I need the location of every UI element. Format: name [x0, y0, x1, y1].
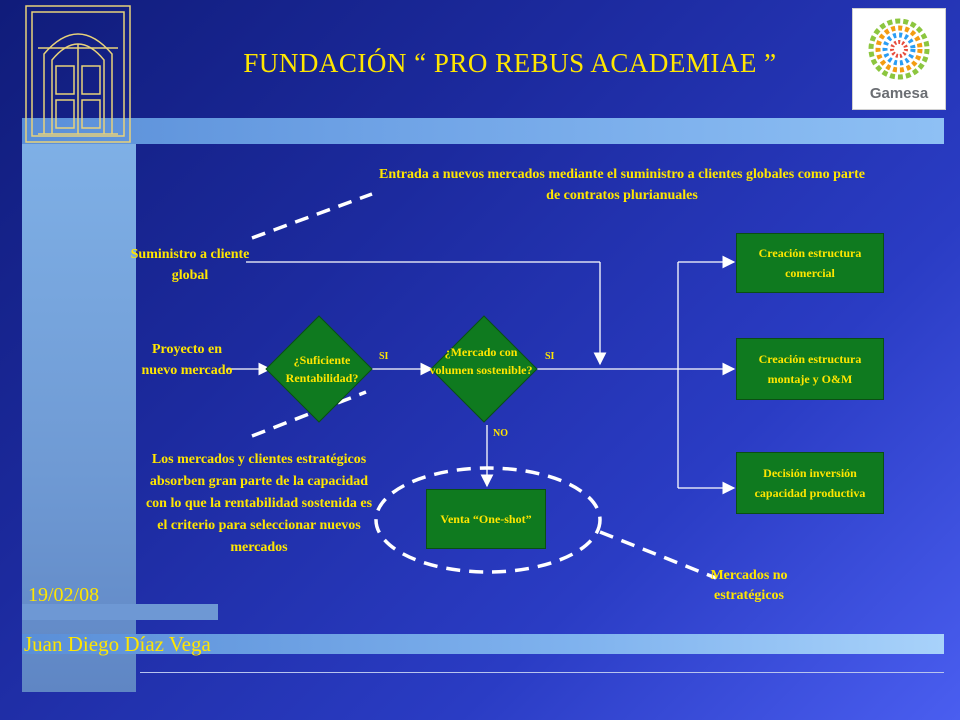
project-label: Proyecto en nuevo mercado — [141, 342, 233, 378]
yes-label-2: SI — [545, 351, 555, 362]
supply-label: Suministro a cliente global — [130, 247, 250, 283]
box-one-shot-sale: Venta “One-shot” — [426, 489, 546, 549]
entry-note: Entrada a nuevos mercados mediante el suministro a clientes globales como parte de contratos plurianuales — [379, 167, 865, 203]
decision1-label: ¿Suficiente Rentabilidad? — [285, 353, 359, 385]
no-label: NO — [493, 428, 508, 439]
gamesa-wordmark: Gamesa — [869, 85, 929, 102]
box-assembly-structure: Creación estructura montaje y O&M — [736, 338, 884, 400]
page-title: FUNDACIÓN “ PRO REBUS ACADEMIAE ” — [243, 48, 777, 78]
strategy-note: Los mercados y clientes estratégicos absorben gran parte de la capacidad con lo que la rentabilidad sostenida es el criterio para seleccionar nuevos mercados — [145, 452, 373, 555]
decision2-label: ¿Mercado con volumen sostenible? — [429, 345, 533, 377]
footer-author: Juan Diego Díaz Vega — [24, 632, 211, 656]
non-strategic-label: Mercados no estratégicos — [710, 568, 788, 603]
box-commercial-structure: Creación estructura comercial — [736, 233, 884, 293]
box-investment-decision: Decisión inversión capacidad productiva — [736, 452, 884, 514]
footer-date: 19/02/08 — [28, 584, 100, 606]
yes-label-1: SI — [379, 351, 389, 362]
